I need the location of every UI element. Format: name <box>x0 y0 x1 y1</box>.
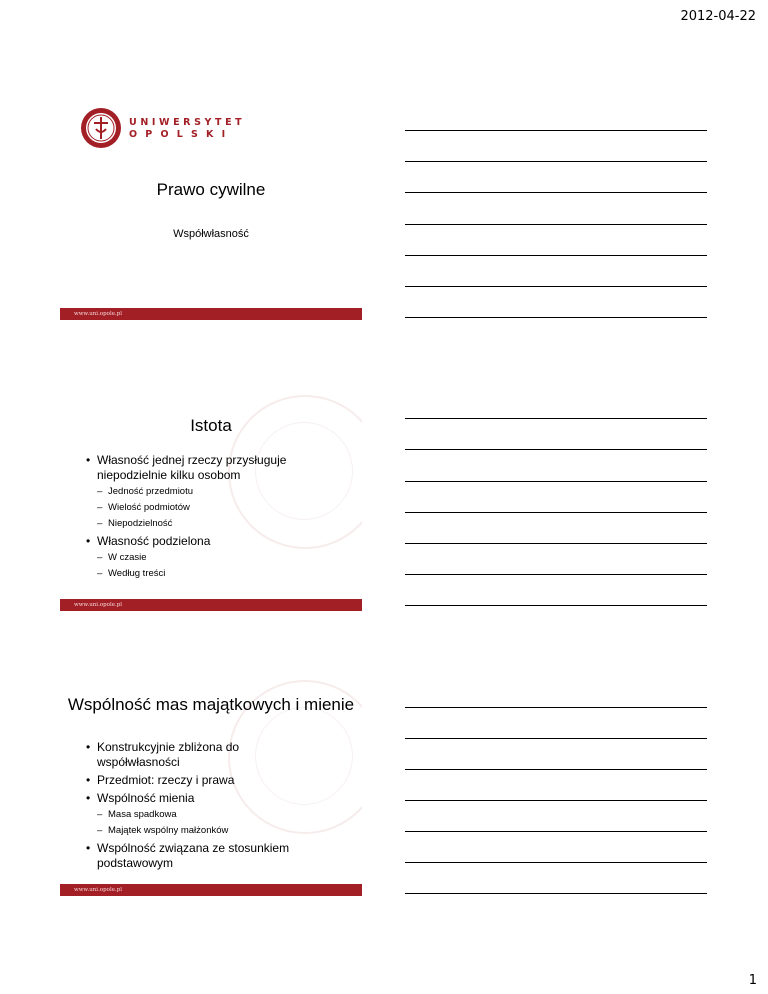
sub-bullet-item: – Jedność przedmiotu <box>86 486 322 498</box>
note-line <box>405 418 707 419</box>
logo-text: UNIWERSYTET OPOLSKI <box>129 117 246 140</box>
slide-subtitle: Współwłasność <box>173 228 249 240</box>
note-line <box>405 605 707 606</box>
note-line <box>405 192 707 193</box>
page-number: 1 <box>748 973 757 988</box>
slide-footer: www.uni.opole.pl <box>60 308 362 320</box>
note-line <box>405 769 707 770</box>
sub-bullet-item: – Niepodzielność <box>86 518 322 530</box>
slide-footer: www.uni.opole.pl <box>60 884 362 896</box>
note-line <box>405 800 707 801</box>
slide-1 <box>60 100 362 326</box>
sub-bullet-item: – Masa spadkowa <box>86 809 322 821</box>
note-line <box>405 317 707 318</box>
slide-title: Wspólność mas majątkowych i mienie <box>67 695 355 714</box>
bullet-item: • Przedmiot: rzeczy i prawa <box>86 773 322 788</box>
sub-bullet-item: – Według treści <box>86 568 322 580</box>
sub-bullet-item: – W czasie <box>86 552 322 564</box>
note-line <box>405 831 707 832</box>
note-line <box>405 224 707 225</box>
sub-bullet-item: – Majątek wspólny małżonków <box>86 825 322 837</box>
note-line <box>405 738 707 739</box>
bullet-list <box>86 453 322 584</box>
note-line <box>405 543 707 544</box>
university-seal-icon <box>80 107 122 149</box>
slide-3 <box>60 670 362 896</box>
slide-title: Prawo cywilne <box>156 180 266 199</box>
bullet-list <box>86 740 322 874</box>
note-line <box>405 862 707 863</box>
note-line <box>405 286 707 287</box>
note-line <box>405 512 707 513</box>
note-line <box>405 130 707 131</box>
bullet-item: • Wspólność mienia <box>86 791 322 806</box>
note-line <box>405 481 707 482</box>
sub-bullet-item: – Wielość podmiotów <box>86 502 322 514</box>
bullet-item: • Konstrukcyjnie zbliżona do współwłasności <box>86 740 322 770</box>
note-line <box>405 161 707 162</box>
print-date: 2012-04-22 <box>680 9 756 24</box>
note-line <box>405 707 707 708</box>
note-line <box>405 449 707 450</box>
note-line <box>405 574 707 575</box>
bullet-item: • Wspólność związana ze stosunkiem podstawowym <box>86 841 322 871</box>
slide-footer: www.uni.opole.pl <box>60 599 362 611</box>
bullet-item: • Własność jednej rzeczy przysługuje niepodzielnie kilku osobom <box>86 453 322 483</box>
note-line <box>405 893 707 894</box>
slide-title: Istota <box>190 416 232 435</box>
note-line <box>405 255 707 256</box>
bullet-item: • Własność podzielona <box>86 534 322 549</box>
slide-2 <box>60 385 362 611</box>
